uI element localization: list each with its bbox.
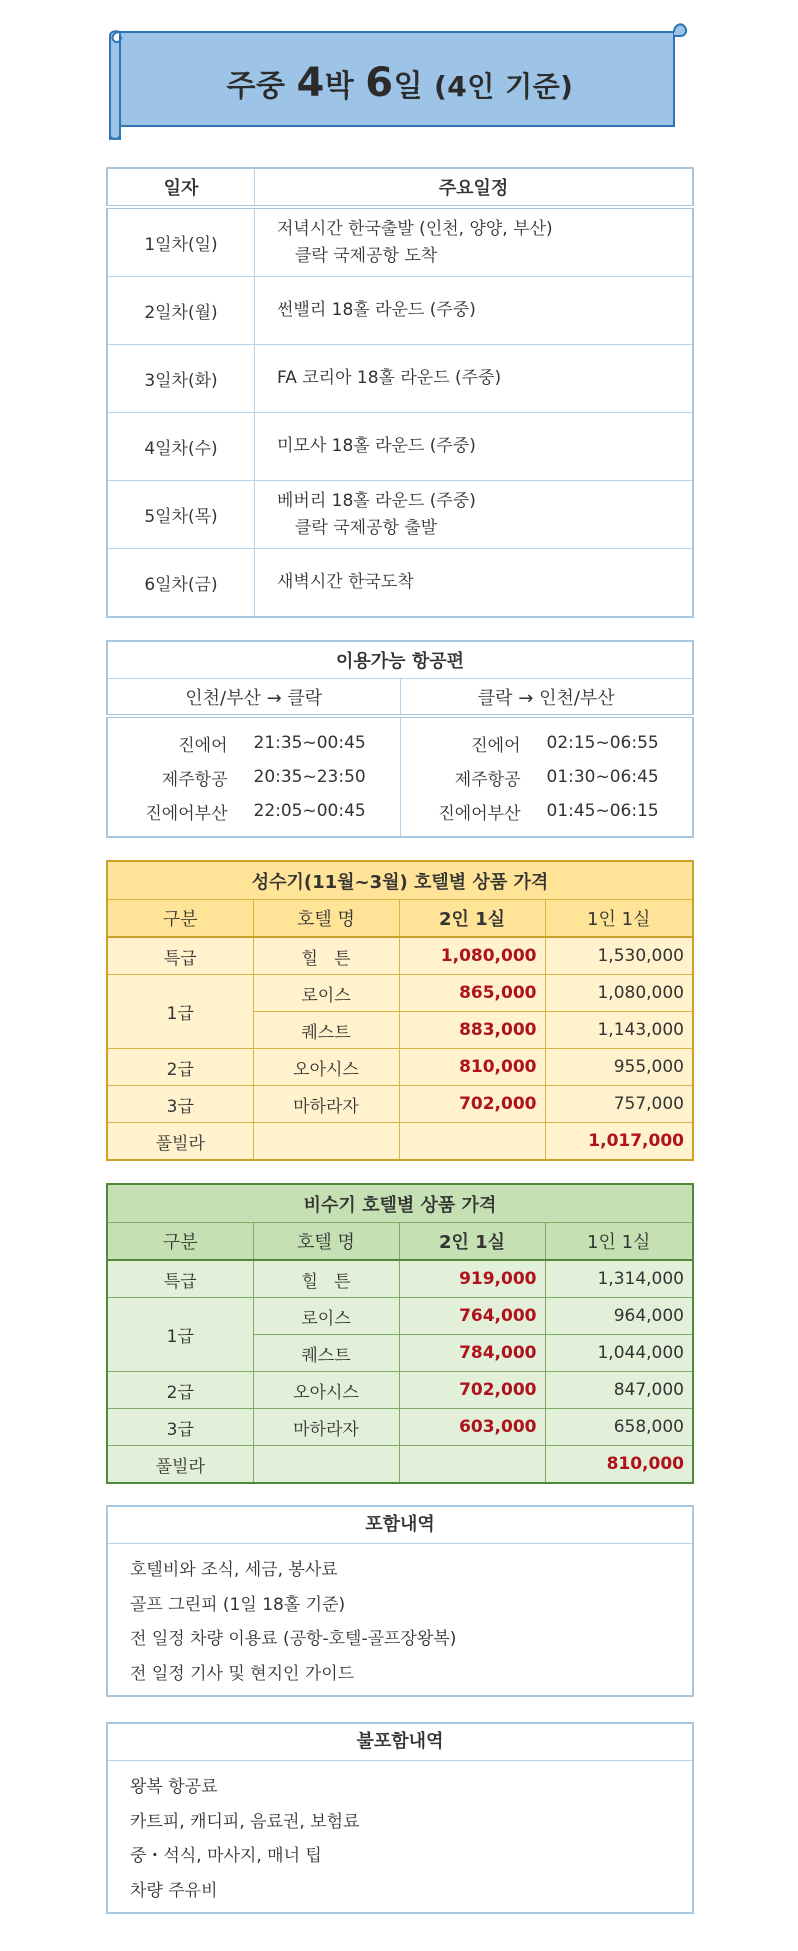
header-hotel: 호텔 명 bbox=[253, 900, 399, 938]
banner-nights: 4 bbox=[296, 60, 325, 106]
outbound-time: 22:05~00:45 bbox=[254, 794, 401, 828]
single-price: 757,000 bbox=[545, 1086, 693, 1123]
single-price: 1,314,000 bbox=[545, 1260, 693, 1298]
double-price: 1,080,000 bbox=[399, 937, 545, 975]
banner-days: 6 bbox=[365, 60, 394, 106]
schedule-day: 5일차(목) bbox=[107, 481, 255, 549]
double-price: 764,000 bbox=[399, 1298, 545, 1335]
double-price bbox=[399, 1123, 545, 1161]
hotel-cell bbox=[253, 1123, 399, 1161]
grade-cell: 3급 bbox=[107, 1409, 253, 1446]
excluded-list bbox=[108, 1761, 692, 1918]
peak-header-row bbox=[107, 900, 693, 938]
list-item: 골프 그린피 (1일 18홀 기준) bbox=[130, 1594, 346, 1615]
schedule-day: 6일차(금) bbox=[107, 549, 255, 618]
table-row bbox=[107, 1372, 693, 1409]
single-price: 964,000 bbox=[545, 1298, 693, 1335]
grade-cell: 풀빌라 bbox=[107, 1446, 253, 1484]
header-grade: 구분 bbox=[107, 900, 253, 938]
flights-table bbox=[106, 640, 694, 838]
grade-cell: 특급 bbox=[107, 1260, 253, 1298]
table-row bbox=[107, 277, 693, 345]
schedule-plan bbox=[255, 207, 694, 277]
single-price: 955,000 bbox=[545, 1049, 693, 1086]
inbound-airline: 제주항공 bbox=[454, 769, 521, 790]
table-row bbox=[107, 937, 693, 975]
schedule-plan bbox=[255, 277, 694, 345]
table-row bbox=[107, 1086, 693, 1123]
banner-title bbox=[106, 60, 694, 106]
schedule-header-day: 일자 bbox=[107, 168, 255, 207]
double-price: 883,000 bbox=[399, 1012, 545, 1049]
schedule-day: 4일차(수) bbox=[107, 413, 255, 481]
grade-cell: 2급 bbox=[107, 1049, 253, 1086]
grade-cell: 3급 bbox=[107, 1086, 253, 1123]
offpeak-title: 비수기 호텔별 상품 가격 bbox=[107, 1184, 693, 1223]
single-price: 1,143,000 bbox=[545, 1012, 693, 1049]
hotel-cell: 퀘스트 bbox=[253, 1335, 399, 1372]
inbound-time: 02:15~06:55 bbox=[546, 733, 659, 753]
header-double: 2인 1실 bbox=[399, 900, 545, 938]
schedule-plan bbox=[255, 345, 694, 413]
table-row bbox=[107, 794, 693, 828]
schedule-plan bbox=[255, 413, 694, 481]
grade-cell: 1급 bbox=[107, 1298, 253, 1372]
schedule-plan bbox=[255, 549, 694, 618]
table-row bbox=[107, 1298, 693, 1335]
hotel-cell: 로이스 bbox=[253, 1298, 399, 1335]
included-box bbox=[106, 1505, 694, 1697]
title-banner bbox=[106, 18, 694, 140]
schedule-line: 미모사 18홀 라운드 (주중) bbox=[277, 436, 476, 456]
list-item: 왕복 항공료 bbox=[130, 1777, 218, 1797]
inbound-airline: 진에어 bbox=[471, 735, 521, 756]
table-row bbox=[107, 1260, 693, 1298]
excluded-title: 불포함내역 bbox=[108, 1724, 692, 1761]
hotel-cell: 마하라자 bbox=[253, 1086, 399, 1123]
outbound-time: 21:35~00:45 bbox=[254, 726, 401, 760]
header-grade: 구분 bbox=[107, 1223, 253, 1261]
schedule-day: 3일차(화) bbox=[107, 345, 255, 413]
grade-cell: 특급 bbox=[107, 937, 253, 975]
single-price: 1,530,000 bbox=[545, 937, 693, 975]
double-price bbox=[399, 1446, 545, 1484]
banner-prefix: 주중 bbox=[226, 69, 286, 104]
schedule-line: 썬밸리 18홀 라운드 (주중) bbox=[277, 300, 476, 320]
hotel-cell: 마하라자 bbox=[253, 1409, 399, 1446]
table-row bbox=[107, 760, 693, 794]
banner-nights-unit: 박 bbox=[324, 69, 355, 104]
schedule-line: 클락 국제공항 도착 bbox=[295, 245, 438, 266]
table-row bbox=[107, 549, 693, 618]
outbound-time: 20:35~23:50 bbox=[254, 760, 401, 794]
peak-title: 성수기(11월~3월) 호텔별 상품 가격 bbox=[107, 861, 693, 900]
schedule-line: FA 코리아 18홀 라운드 (주중) bbox=[277, 368, 502, 388]
schedule-header-plan: 주요일정 bbox=[255, 168, 694, 207]
table-row bbox=[107, 1446, 693, 1484]
single-price: 1,017,000 bbox=[545, 1123, 693, 1161]
hotel-cell: 오아시스 bbox=[253, 1372, 399, 1409]
outbound-label: 인천/부산 → 클락 bbox=[107, 679, 400, 717]
schedule-table bbox=[106, 167, 694, 618]
list-item: 차량 주유비 bbox=[130, 1880, 218, 1901]
table-row bbox=[107, 1049, 693, 1086]
included-list bbox=[108, 1544, 692, 1701]
schedule-day: 1일차(일) bbox=[107, 207, 255, 277]
grade-cell: 1급 bbox=[107, 975, 253, 1049]
double-price: 810,000 bbox=[399, 1049, 545, 1086]
hotel-cell: 퀘스트 bbox=[253, 1012, 399, 1049]
inbound-time: 01:30~06:45 bbox=[546, 767, 659, 787]
schedule-line: 클락 국제공항 출발 bbox=[295, 517, 438, 538]
hotel-cell bbox=[253, 1446, 399, 1484]
list-item: 전 일정 기사 및 현지인 가이드 bbox=[130, 1663, 355, 1684]
header-single: 1인 1실 bbox=[545, 1223, 693, 1261]
double-price: 784,000 bbox=[399, 1335, 545, 1372]
hotel-cell: 힐 튼 bbox=[253, 937, 399, 975]
header-hotel: 호텔 명 bbox=[253, 1223, 399, 1261]
outbound-airline: 제주항공 bbox=[161, 769, 228, 790]
list-item: 전 일정 차량 이용료 (공항-호텔-골프장왕복) bbox=[130, 1629, 457, 1649]
flights-title: 이용가능 항공편 bbox=[107, 641, 693, 679]
single-price: 847,000 bbox=[545, 1372, 693, 1409]
double-price: 865,000 bbox=[399, 975, 545, 1012]
grade-cell: 2급 bbox=[107, 1372, 253, 1409]
table-row bbox=[107, 345, 693, 413]
table-row bbox=[107, 413, 693, 481]
included-title: 포함내역 bbox=[108, 1507, 692, 1544]
double-price: 702,000 bbox=[399, 1086, 545, 1123]
inbound-label: 클락 → 인천/부산 bbox=[400, 679, 693, 717]
single-price: 1,080,000 bbox=[545, 975, 693, 1012]
schedule-line: 베버리 18홀 라운드 (주중) bbox=[277, 490, 476, 511]
hotel-cell: 오아시스 bbox=[253, 1049, 399, 1086]
hotel-cell: 로이스 bbox=[253, 975, 399, 1012]
table-row bbox=[107, 975, 693, 1012]
banner-suffix: (4인 기준) bbox=[434, 70, 574, 103]
table-row bbox=[107, 1409, 693, 1446]
list-item: 카트피, 캐디피, 음료권, 보험료 bbox=[130, 1811, 360, 1832]
schedule-line: 저녁시간 한국출발 (인천, 양양, 부산) bbox=[277, 218, 553, 239]
double-price: 702,000 bbox=[399, 1372, 545, 1409]
inbound-airline: 진에어부산 bbox=[438, 803, 521, 824]
header-single: 1인 1실 bbox=[545, 900, 693, 938]
header-double: 2인 1실 bbox=[399, 1223, 545, 1261]
list-item: 중・석식, 마사지, 매너 팁 bbox=[130, 1846, 322, 1866]
inbound-time: 01:45~06:15 bbox=[546, 801, 659, 821]
excluded-box bbox=[106, 1722, 694, 1914]
table-row bbox=[107, 726, 693, 760]
schedule-header-row bbox=[107, 168, 693, 207]
list-item: 호텔비와 조식, 세금, 봉사료 bbox=[130, 1560, 338, 1580]
single-price: 810,000 bbox=[545, 1446, 693, 1484]
double-price: 919,000 bbox=[399, 1260, 545, 1298]
schedule-line: 새벽시간 한국도착 bbox=[277, 572, 414, 592]
hotel-cell: 힐 튼 bbox=[253, 1260, 399, 1298]
table-row bbox=[107, 481, 693, 549]
single-price: 1,044,000 bbox=[545, 1335, 693, 1372]
offpeak-header-row bbox=[107, 1223, 693, 1261]
offpeak-price-table bbox=[106, 1183, 694, 1484]
outbound-airline: 진에어부산 bbox=[145, 803, 228, 824]
schedule-plan bbox=[255, 481, 694, 549]
double-price: 603,000 bbox=[399, 1409, 545, 1446]
outbound-airline: 진에어 bbox=[178, 735, 228, 756]
schedule-day: 2일차(월) bbox=[107, 277, 255, 345]
grade-cell: 풀빌라 bbox=[107, 1123, 253, 1161]
table-row bbox=[107, 207, 693, 277]
banner-days-unit: 일 bbox=[393, 69, 424, 104]
single-price: 658,000 bbox=[545, 1409, 693, 1446]
table-row bbox=[107, 1123, 693, 1161]
peak-price-table bbox=[106, 860, 694, 1161]
